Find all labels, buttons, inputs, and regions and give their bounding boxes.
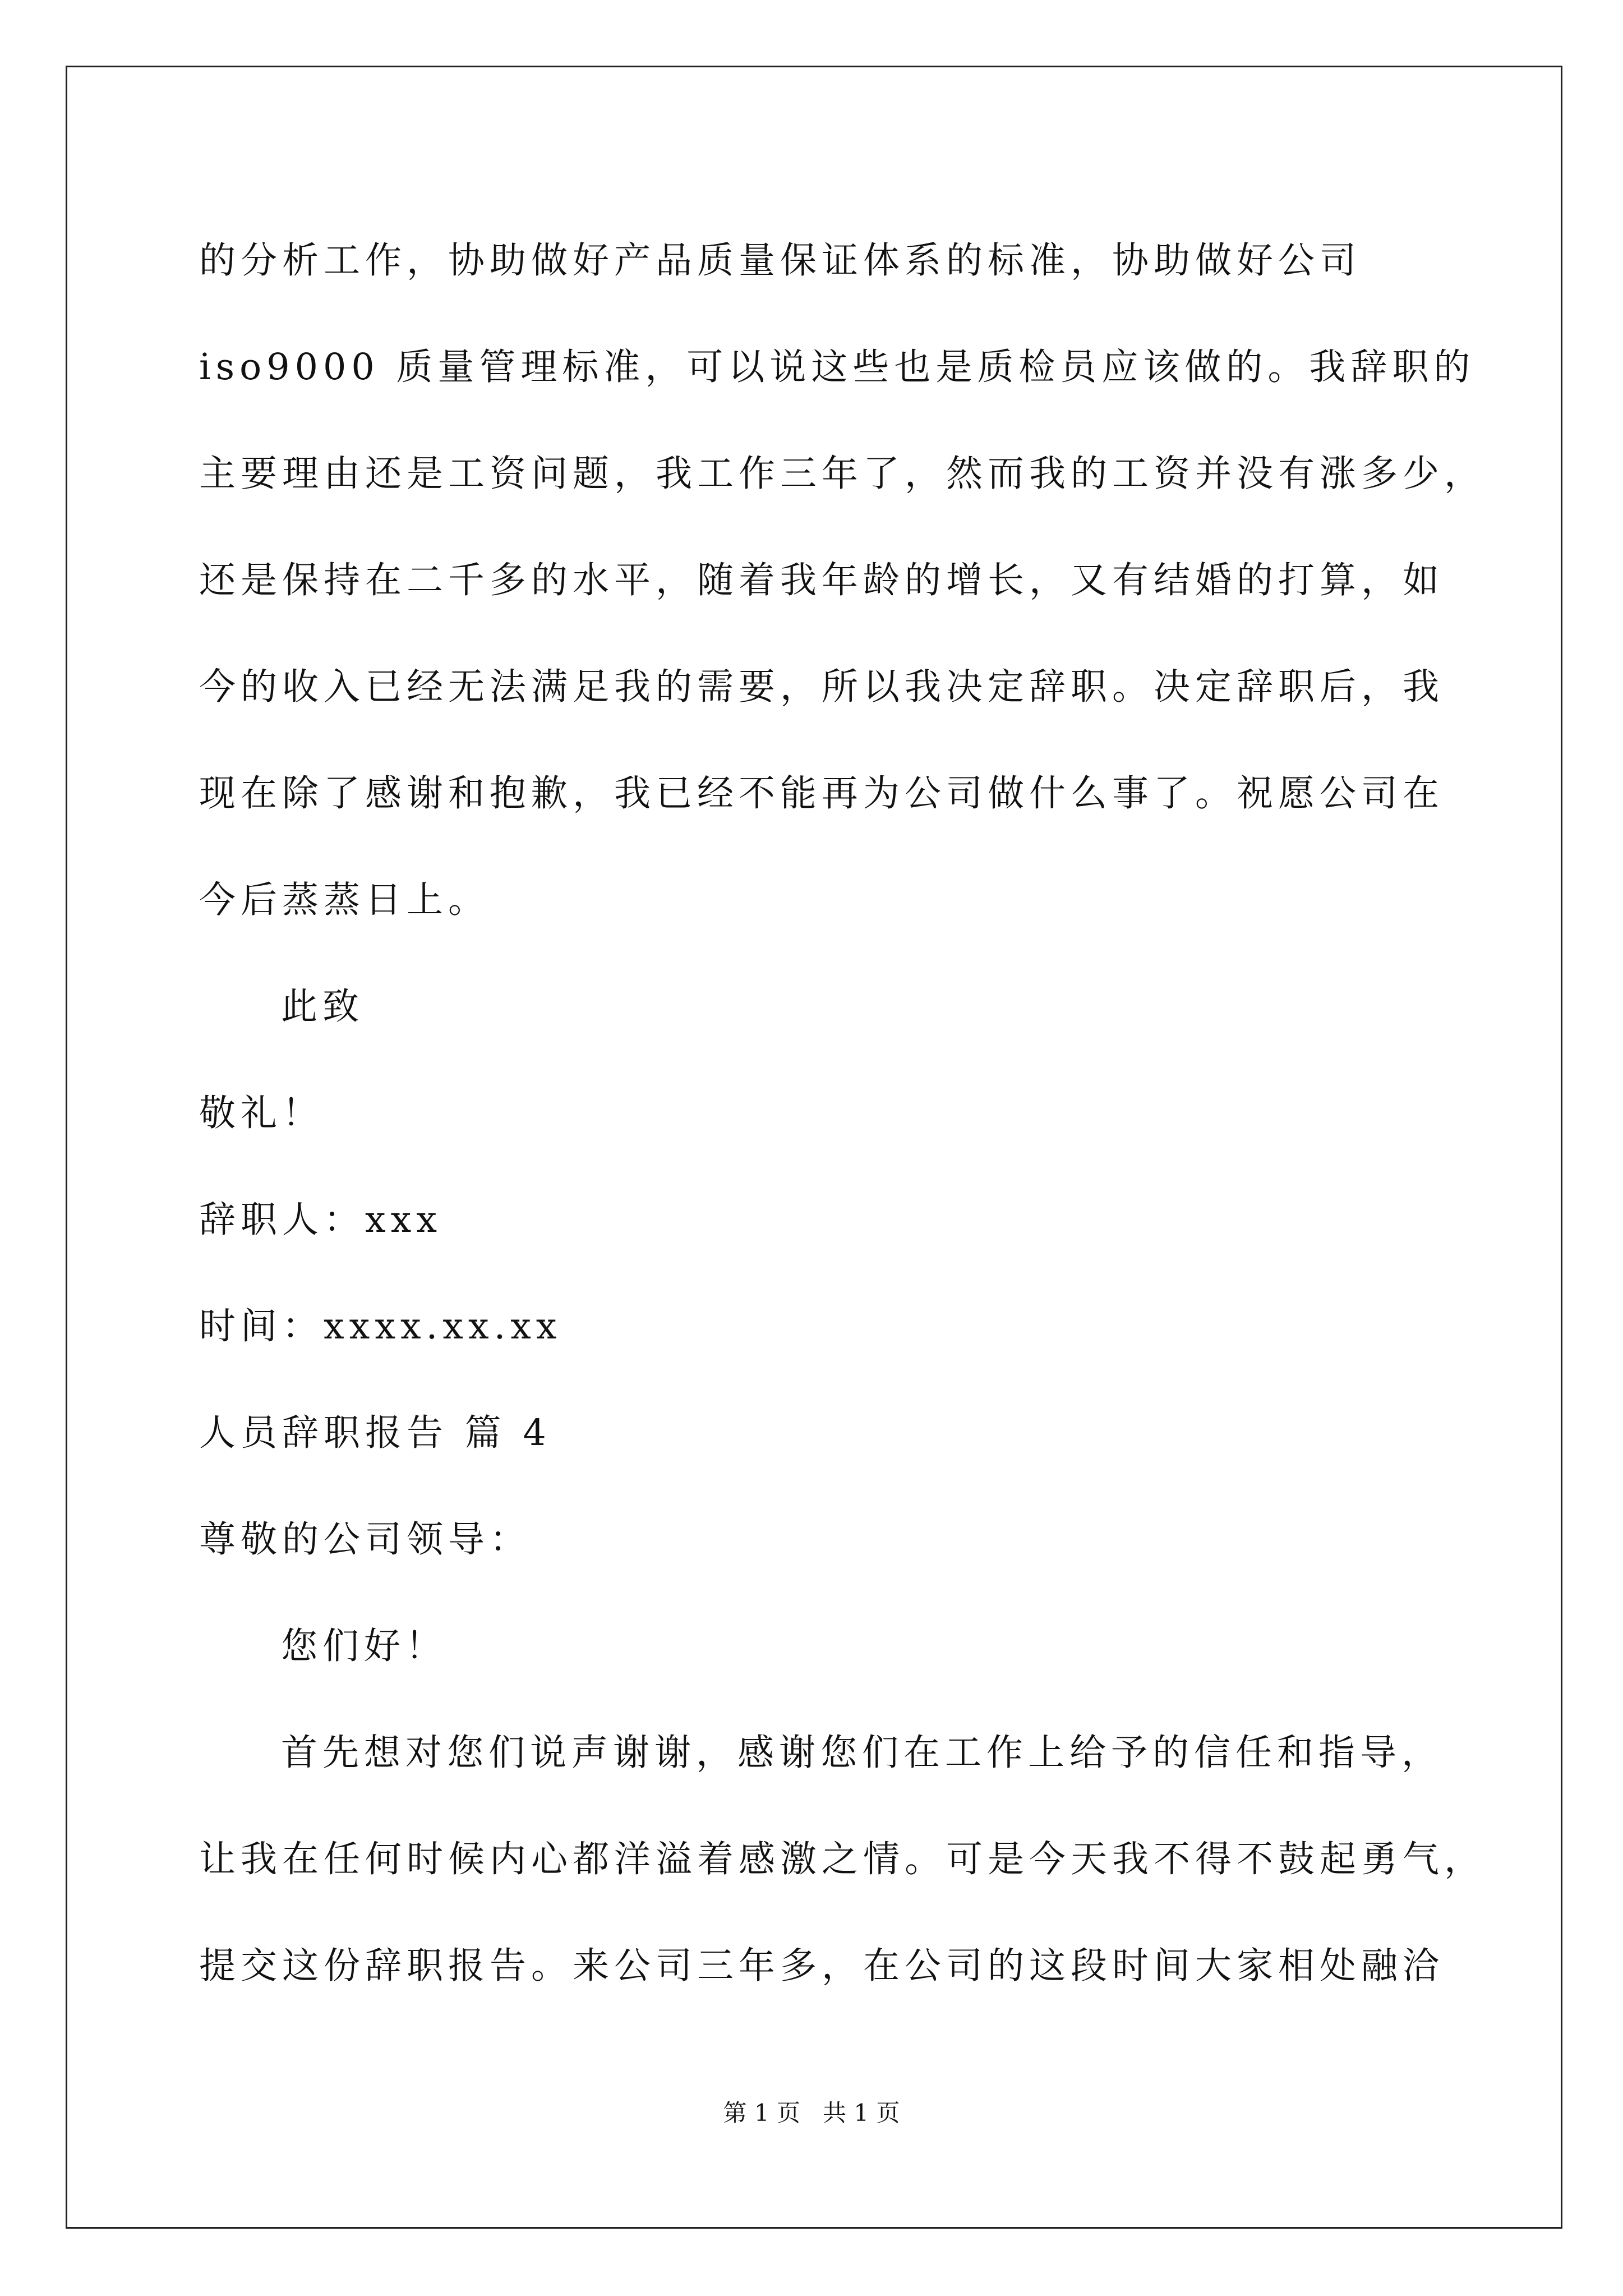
page-footer: 第 1 页 共 1 页 [723,2099,900,2127]
signature-name: 辞职人：xxx [199,1199,442,1241]
body-line: 今后蒸蒸日上。 [199,879,490,921]
body-line: iso9000 质量管理标准，可以说这些也是质检员应该做的。我辞职的 [199,346,1476,388]
body-line: 首先想对您们说声谢谢，感谢您们在工作上给予的信任和指导， [281,1732,1444,1774]
section-heading: 人员辞职报告 篇 4 [199,1412,551,1454]
body-line: 今的收入已经无法满足我的需要，所以我决定辞职。决定辞职后，我 [199,666,1445,708]
closing-regards: 敬礼！ [199,1092,324,1134]
greeting-recipient: 尊敬的公司领导： [199,1519,532,1561]
body-line: 的分析工作，协助做好产品质量保证体系的标准，协助做好公司 [199,240,1362,282]
signature-date: 时间：xxxx.xx.xx [199,1305,562,1347]
closing-salutation: 此致 [281,986,365,1028]
body-line: 提交这份辞职报告。来公司三年多，在公司的这段时间大家相处融洽 [199,1945,1445,1987]
body-line: 现在除了感谢和抱歉，我已经不能再为公司做什么事了。祝愿公司在 [199,772,1445,815]
body-line: 还是保持在二千多的水平，随着我年龄的增长，又有结婚的打算，如 [199,559,1445,601]
document-body [199,208,1486,2019]
body-line: 让我在任何时候内心都洋溢着感激之情。可是今天我不得不鼓起勇气， [199,1838,1486,1880]
greeting: 您们好！ [281,1625,448,1667]
body-line: 主要理由还是工资问题，我工作三年了，然而我的工资并没有涨多少， [199,453,1486,495]
